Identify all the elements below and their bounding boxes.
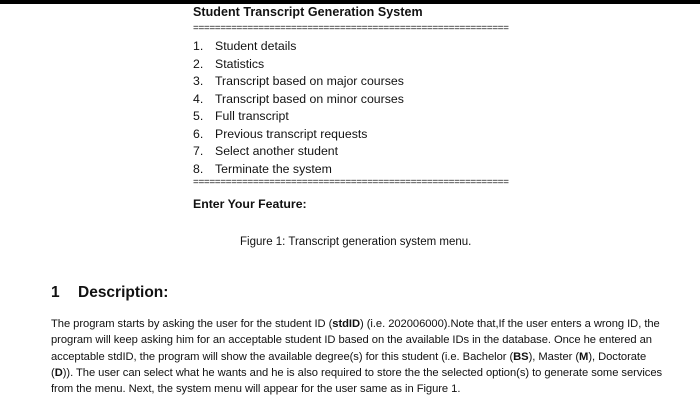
menu-item-student-details <box>193 38 533 56</box>
description-text: ) (i.e. 202006000).Note that,If the user enters a wrong ID, the program will keep asking him for an acceptable student ID based on the available IDs in the database. Once he entered an acceptable stdID, the program will show the available degree(s) for this student (i.e. Bachelor ( <box>51 318 660 363</box>
menu-item-label: Transcript based on minor courses <box>215 91 404 106</box>
description-term: BS <box>513 350 529 363</box>
menu-item-major-transcript <box>193 73 533 91</box>
description-text: ), Master ( <box>528 350 580 363</box>
section-heading <box>51 283 168 303</box>
menu-item-number: 1. <box>193 39 204 53</box>
system-title: Student Transcript Generation System <box>193 5 423 19</box>
menu-item-number: 4. <box>193 91 204 106</box>
menu-item-minor-transcript <box>193 91 533 109</box>
menu-item-number: 7. <box>193 144 204 158</box>
menu-item-label: Select another student <box>215 144 339 158</box>
menu-list <box>193 38 533 178</box>
menu-item-number: 2. <box>193 56 204 71</box>
description-paragraph <box>51 316 663 397</box>
figure-caption: Figure 1: Transcript generation system menu. <box>240 236 472 248</box>
menu-item-label: Terminate the system <box>215 161 332 176</box>
separator-bottom: ========================================================== <box>193 178 509 188</box>
menu-item-full-transcript <box>193 108 533 126</box>
menu-item-previous-requests <box>193 126 533 144</box>
description-term: M <box>579 350 589 363</box>
menu-item-number: 3. <box>193 74 204 88</box>
menu-item-label: Statistics <box>215 56 265 71</box>
menu-item-label: Student details <box>215 39 297 53</box>
description-term: stdID <box>332 318 361 330</box>
feature-prompt: Enter Your Feature: <box>193 197 307 211</box>
menu-item-number: 6. <box>193 126 204 141</box>
menu-item-number: 5. <box>193 109 204 123</box>
figure-menu <box>193 4 533 212</box>
menu-item-select-student <box>193 143 533 161</box>
menu-item-label: Transcript based on major courses <box>215 74 404 88</box>
description-text: The program starts by asking the user for the student ID ( <box>51 318 333 330</box>
menu-item-number: 8. <box>193 161 204 176</box>
description-term: D <box>54 366 63 379</box>
description-text: ), Doctorate ( <box>51 350 647 379</box>
menu-item-label: Previous transcript requests <box>215 126 368 141</box>
separator-top: ========================================================== <box>193 24 509 34</box>
description-text: )). The user can select what he wants and he is also required to store the the selected option(s) to generate some services from the menu. Next, the system menu will appear for the user same as in Figure 1. <box>51 366 663 396</box>
section-title: Description: <box>78 284 169 301</box>
menu-item-label: Full transcript <box>215 109 289 123</box>
menu-item-statistics <box>193 56 533 74</box>
menu-item-terminate <box>193 161 533 179</box>
section-number: 1 <box>51 284 60 301</box>
